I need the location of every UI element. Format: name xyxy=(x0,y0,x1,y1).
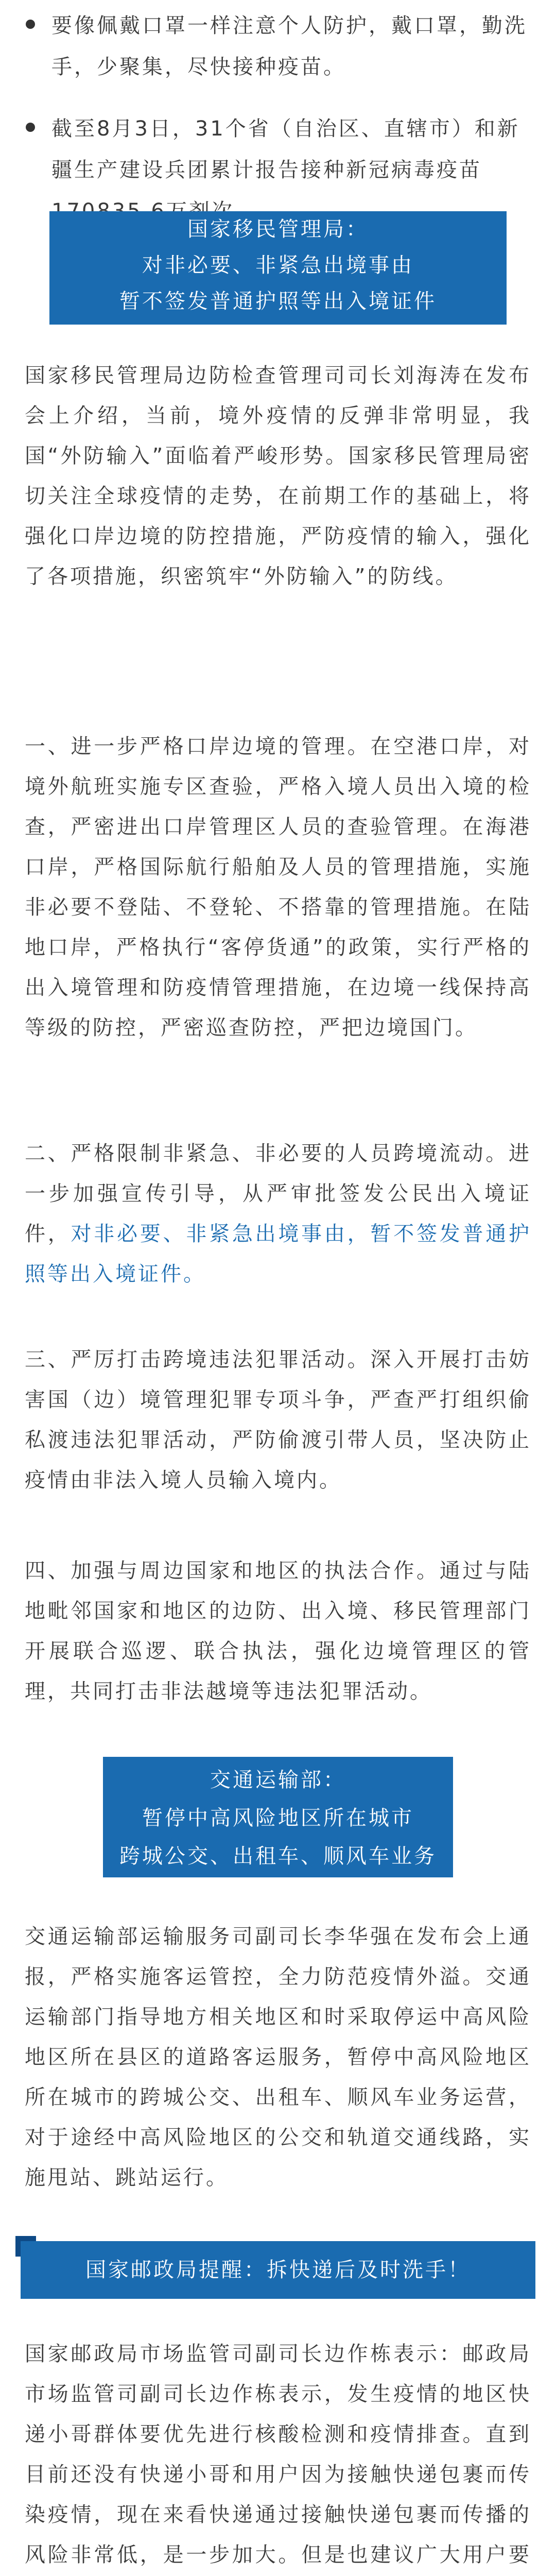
highlight-text: 对非必要、非紧急出境事由，暂不签发普通护照等出入境证件。 xyxy=(25,1222,532,1286)
banner-line: 暂停中高风险地区所在城市 xyxy=(142,1806,414,1830)
paragraph: 四、加强与周边国家和地区的执法合作。通过与陆地毗邻国家和地区的边防、出入境、移民管理部门开展联合巡逻、联合执法，强化边境管理区的管理，共同打击非法越境等违法犯罪活动。 xyxy=(25,1559,531,1703)
banner-line: 对非必要、非紧急出境事由 xyxy=(142,253,414,277)
section-banner-immigration xyxy=(49,211,507,325)
banner-line: 暂不签发普通护照等出入境证件 xyxy=(119,290,437,313)
banner-line: 跨城公交、出租车、顺风车业务 xyxy=(119,1844,437,1868)
paragraph: 交通运输部运输服务司副司长李华强在发布会上通报，严格实施客运管控，全力防范疫情外溢。交通运输部门指导地方相关地区和时采取停运中高风险地区所在县区的道路客运服务，暂停中高风险地区所在城市的跨城公交、出租车、顺风车业务运营，对于途经中高风险地区的公交和轨道交通线路，实施甩站、跳站运行。 xyxy=(25,1925,531,2190)
paragraph: 三、严厉打击跨境违法犯罪活动。深入开展打击妨害国（边）境管理犯罪专项斗争，严查严打组织偷私渡违法犯罪活动，严防偷渡引带人员，坚决防止疫情由非法入境人员输入境内。 xyxy=(25,1348,531,1492)
bullet-item: 截至8月3日，31个省（自治区、直辖市）和新疆生产建设兵团累计报告接种新冠病毒疫苗 xyxy=(51,108,530,232)
bullet-dot-icon xyxy=(26,20,35,29)
paragraph: 二、严格限制非紧急、非必要的人员跨境流动。进一步加强宣传引导，从严审批签发公民出入境证件，对非必要、非紧急出境事由，暂不签发普通护照等出入境证件。 xyxy=(25,1142,532,1286)
banner-title: 国家移民管理局： xyxy=(187,217,369,241)
bullet-dot-icon xyxy=(26,123,35,132)
section-banner-transport xyxy=(103,1757,453,1877)
section-banner-postal: 国家邮政局提醒：拆快递后及时洗手！ xyxy=(21,2241,535,2299)
paragraph: 国家邮政局市场监管司副司长边作栋表示：邮政局市场监管司副司长边作栋表示，发生疫情的地区快递小哥群体要优先进行核酸检测和疫情排查。直到目前还没有快递小哥和用户因为接触快递包裹而传染疫情，现在来看快递通过接触快递包裹而传播的风险非常低，是一步加大。但是也建议广大用户要 xyxy=(25,2342,531,2567)
paragraph: 国家移民管理局边防检查管理司司长刘海涛在发布会上介绍，当前，境外疫情的反弹非常明显，我国“外防输入”面临着严峻形势。国家移民管理局密切关注全球疫情的走势，在前期工作的基础上，将强化口岸边境的防控措施，严防疫情的输入，强化了各项措施，织密筑牢“外防输入”的防线。 xyxy=(25,364,531,588)
banner-title: 交通运输部： xyxy=(210,1768,346,1792)
bullet-item: 要像佩戴口罩一样注意个人防护，戴口罩，勤洗手，少聚集，尽快接种疫苗。 xyxy=(51,5,530,88)
paragraph: 一、进一步严格口岸边境的管理。在空港口岸，对境外航班实施专区查验，严格入境人员出入境的检查，严密进出口岸管理区人员的查验管理。在海港口岸，严格国际航行船舶及人员的管理措施，实施非必要不登陆、不登轮、不搭靠的管理措施。在陆地口岸，严格执行“客停货通”的政策，实行严格的出入境管理和防疫情管理措施，在边境一线保持高等级的防控，严密巡查防控，严把边境国门。 xyxy=(25,735,531,1040)
